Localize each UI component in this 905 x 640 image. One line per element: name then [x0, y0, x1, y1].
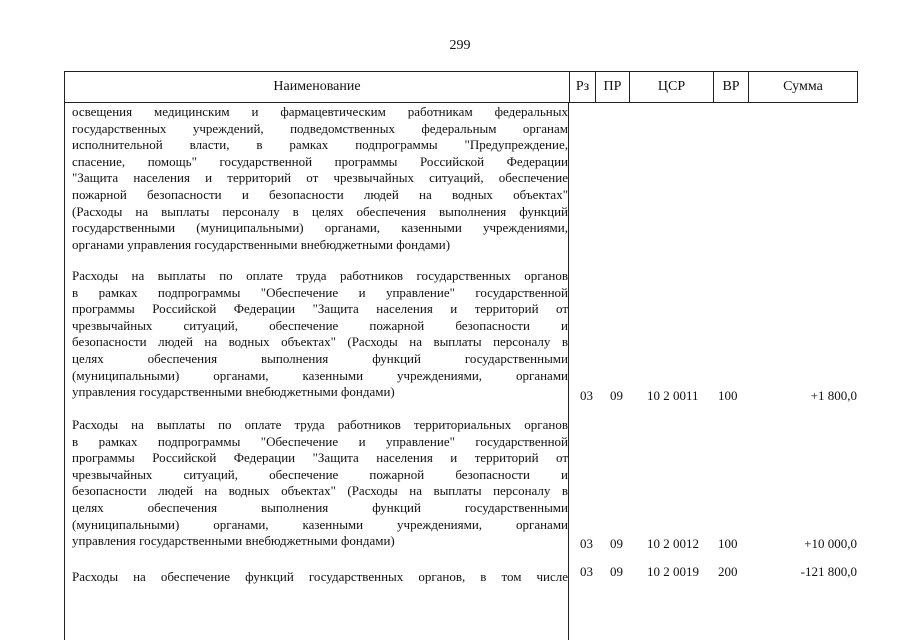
table-name-column-divider	[568, 102, 569, 640]
row-line: целях обеспечения выполнения функций государственными	[72, 499, 568, 515]
row-line: "Защита населения и территорий от чрезвычайных ситуаций, обеспечение	[72, 170, 568, 186]
row-pr: 09	[610, 536, 623, 551]
row-line: Расходы на обеспечение функций государственных органов, в том числе	[72, 569, 568, 584]
row-line: государственных учреждений, подведомственных федеральным органам	[72, 120, 568, 136]
row-pr: 09	[610, 564, 623, 579]
table-row-name	[72, 417, 568, 550]
header-rz: Рз	[569, 72, 595, 102]
row-line: спасение, помощь" государственной программы Российской Федерации	[72, 153, 568, 169]
row-line: программы Российской Федерации "Защита населения и территорий от	[72, 301, 568, 317]
row-vr: 200	[718, 564, 738, 579]
row-pr: 09	[610, 388, 623, 403]
row-line: (муниципальными) органами, казенными учреждениями, органами	[72, 367, 568, 383]
header-csr: ЦСР	[629, 72, 713, 102]
row-line: пожарной безопасности и безопасности людей на водных объектах"	[72, 186, 568, 202]
row-sum: -121 800,0	[800, 564, 857, 579]
row-sum: +1 800,0	[810, 388, 857, 403]
row-line: программы Российской Федерации "Защита населения и территорий от	[72, 450, 568, 466]
row-line: целях обеспечения выполнения функций государственными	[72, 350, 568, 366]
row-line: (муниципальными) органами, казенными учреждениями, органами	[72, 516, 568, 532]
row-csr: 10 2 0011	[647, 388, 699, 403]
row-line: государственными (муниципальными) органами, казенными учреждениями,	[72, 220, 568, 236]
row-rz: 03	[580, 536, 593, 551]
table-row-name	[72, 268, 568, 401]
row-line: безопасности людей на водных объектах" (Расходы на выплаты персоналу в	[72, 483, 568, 499]
row-line: чрезвычайных ситуаций, обеспечение пожарной безопасности и	[72, 466, 568, 482]
row-rz: 03	[580, 564, 593, 579]
row-rz: 03	[580, 388, 593, 403]
table-header	[64, 71, 858, 103]
row-line: безопасности людей на водных объектах" (Расходы на выплаты персоналу в	[72, 334, 568, 350]
row-line: в рамках подпрограммы "Обеспечение и управление" государственной	[72, 284, 568, 300]
row-line: органами управления государственными внебюджетными фондами)	[72, 236, 451, 252]
row-line: Расходы на выплаты по оплате труда работников территориальных органов	[72, 417, 568, 432]
header-vr: ВР	[713, 72, 748, 102]
row-line: освещения медицинским и фармацевтическим работникам федеральных	[72, 104, 568, 119]
row-line: исполнительной власти, в рамках подпрограммы "Предупреждение,	[72, 137, 568, 153]
table-left-border	[64, 102, 65, 640]
table-row-name	[72, 104, 568, 253]
page-number: 299	[449, 38, 471, 53]
row-line: (Расходы на выплаты персоналу в целях обеспечения выполнения функций	[72, 203, 568, 219]
row-vr: 100	[718, 388, 738, 403]
row-line: управления государственными внебюджетными фондами)	[72, 384, 395, 400]
row-vr: 100	[718, 536, 738, 551]
header-sum: Сумма	[748, 72, 857, 102]
row-line: в рамках подпрограммы "Обеспечение и управление" государственной	[72, 433, 568, 449]
header-name: Наименование	[273, 79, 361, 94]
table-row-name	[72, 569, 568, 586]
header-pr: ПР	[595, 72, 629, 102]
row-csr: 10 2 0012	[647, 536, 699, 551]
row-sum: +10 000,0	[804, 536, 857, 551]
row-csr: 10 2 0019	[647, 564, 699, 579]
row-line: управления государственными внебюджетными фондами)	[72, 533, 395, 549]
row-line: Расходы на выплаты по оплате труда работников государственных органов	[72, 268, 568, 283]
row-line: чрезвычайных ситуаций, обеспечение пожарной безопасности и	[72, 317, 568, 333]
